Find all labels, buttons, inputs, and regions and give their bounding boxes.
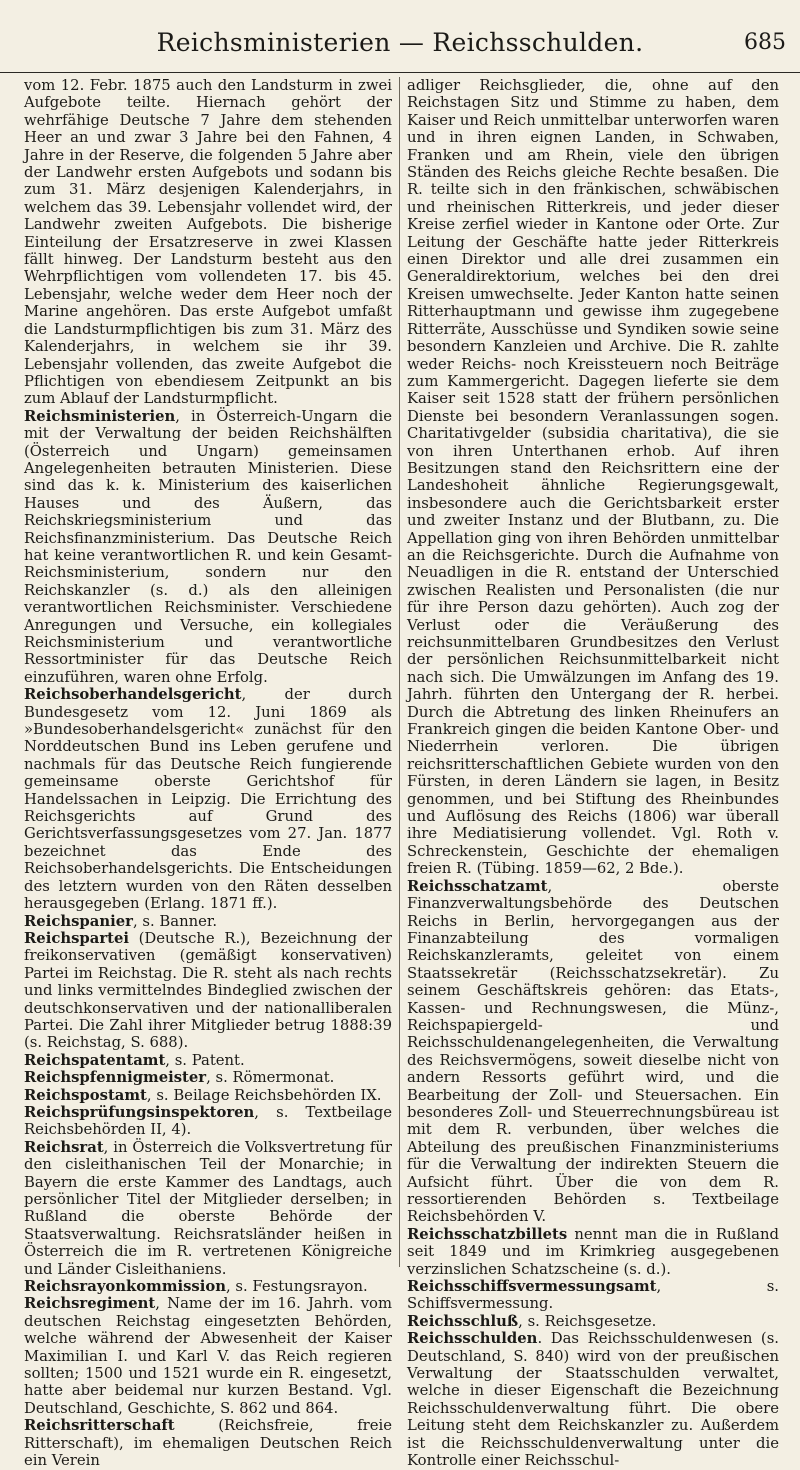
entry-headword: Reichspanier — [24, 912, 133, 930]
entry-headword: Reichspatentamt — [24, 1051, 166, 1069]
entry-text: , s. Römermonat. — [206, 1069, 335, 1087]
entry-headword: Reichsritterschaft — [24, 1417, 175, 1435]
dictionary-entry — [24, 686, 392, 912]
entry-text: , s. Reichsgesetze. — [518, 1312, 657, 1330]
dictionary-entry — [24, 1417, 392, 1469]
dictionary-entry — [24, 77, 392, 408]
dictionary-entry — [24, 1139, 392, 1278]
entry-headword: Reichsoberhandelsgericht — [24, 686, 242, 704]
dictionary-entry — [24, 913, 392, 930]
entry-headword: Reichsrat — [24, 1138, 104, 1156]
entry-text: , s. Patent. — [165, 1051, 245, 1069]
dictionary-entry — [407, 1278, 779, 1313]
entry-text: , s. Textbeilage Reichsbehörden II, 4). — [24, 1103, 392, 1139]
dictionary-entry — [24, 1052, 392, 1069]
dictionary-entry — [24, 1087, 392, 1104]
entry-headword: Reichsschatzbillets — [407, 1225, 568, 1243]
entry-headword: Reichsprüfungsinspektoren — [24, 1103, 255, 1121]
entry-text: , in Österreich die Volksvertretung für den cisleithanischen Teil der Monarchie; in Bayern die erste Kammer des Landtags, auch persönlicher Titel der Mitglieder derselben; in Rußland die oberste Behörde der Staatsverwaltung. Reichsratsländer heißen in Österreich die im R. vertretenen Königreiche und Länder Cisleithaniens. — [24, 1138, 392, 1278]
dictionary-entry — [24, 930, 392, 1052]
entry-text: , Name der im 16. Jahrh. vom deutschen Reichstag eingesetzten Behörden, welche während der Abwesenheit der Kaiser Maximilian I. und Karl V. das Reich regieren sollten; 1500 und 1521 wurde ein R. eingesetzt, hatte aber beidemal nur kurzen Bestand. Vgl. Deutschland, Geschichte, S. 862 und 864. — [24, 1295, 392, 1417]
dictionary-entry — [407, 1330, 779, 1469]
entry-text: . Das Reichsschuldenwesen (s. Deutschland, S. 840) wird von der preußischen Verwaltung der Staatsschulden verwaltet, welche in dieser Eigenschaft die Bezeichnung Reichsschuldenverwaltung führt. Die obere Leitung steht dem Reichskanzler zu. Außerdem ist die Reichsschuldenverwaltung unter die Kontrolle einer Reichsschul- — [407, 1330, 779, 1470]
dictionary-entry — [407, 1313, 779, 1330]
entry-text: , s. Schiffsvermessung. — [407, 1278, 779, 1313]
entry-headword: Reichsrayonkommission — [24, 1278, 227, 1296]
entry-headword: Reichspartei — [24, 929, 130, 947]
entry-text: nennt man die in Rußland seit 1849 und im Krimkrieg ausgegebenen verzinslichen Schatzscheine (s. d.). — [407, 1225, 779, 1278]
entry-headword: Reichsschiffsvermessungsamt — [407, 1278, 657, 1296]
dictionary-entry — [407, 1226, 779, 1278]
dictionary-entry — [407, 878, 779, 1226]
entry-text: , in Österreich-Ungarn die mit der Verwaltung der beiden Reichshälften (Österreich und Ungarn) gemeinsamen Angelegenheiten betrauten Ministerien. Diese sind das k. k. Ministerium des kaiserlichen Hauses und des Äußern, das Reichskriegsministerium und das Reichsfinanzministerium. Das Deutsche Reich hat keine verantwortlichen R. und kein Gesamt-Reichsministerium, sondern nur den Reichskanzler (s. d.) als den alleinigen verantwortlichen Reichsminister. Verschiedene Anregungen und Versuche, ein kollegiales Reichsministerium und verantwortliche Ressortminister für das Deutsche Reich einzuführen, waren ohne Erfolg. — [24, 407, 392, 686]
right-column — [407, 77, 779, 1470]
entry-text: , der durch Bundesgesetz vom 12. Juni 1869 als »Bundesoberhandelsgericht« zunächst für den Norddeutschen Bund ins Leben gerufene und nachmals für das Deutsche Reich fungierende gemeinsame oberste Gerichtshof für Handelssachen in Leipzig. Die Errichtung des Reichsgerichts auf Grund des Gerichtsverfassungsgesetzes vom 27. Jan. 1877 bezeichnet das Ende des Reichsoberhandelsgerichts. Die Entscheidungen des letztern wurden von den Räten desselben herausgegeben (Erlang. 1871 ff.). — [24, 686, 392, 913]
page-number: 685 — [744, 30, 786, 55]
entry-text: (Deutsche R.), Bezeichnung der freikonservativen (gemäßigt konservativen) Partei im Reichstag. Die R. steht als nach rechts und links vermittelndes Bindeglied zwischen der deutschkonservativen und der nationalliberalen Partei. Die Zahl ihrer Mitglieder betrug 1888:39 (s. Reichstag, S. 688). — [24, 929, 392, 1052]
entry-text: (Reichsfreie, freie Ritterschaft), im ehemaligen Deutschen Reich ein Verein — [24, 1417, 392, 1470]
column-divider — [399, 77, 400, 1267]
dictionary-entry — [407, 77, 779, 878]
entry-text: , s. Festungsrayon. — [226, 1278, 368, 1296]
dictionary-entry — [24, 1069, 392, 1086]
entry-headword: Reichspostamt — [24, 1086, 147, 1104]
dictionary-entry — [24, 1278, 392, 1295]
entry-headword: Reichsschluß — [407, 1312, 519, 1330]
dictionary-entry — [24, 408, 392, 687]
entry-headword: Reichspfennigmeister — [24, 1069, 207, 1087]
left-column — [24, 77, 392, 1470]
entry-headword: Reichsministerien — [24, 407, 176, 425]
running-title: Reichsministerien — Reichsschulden. — [156, 28, 644, 57]
dictionary-entry — [24, 1104, 392, 1139]
page-header — [0, 28, 800, 73]
entry-headword: Reichsschulden — [407, 1330, 538, 1348]
entry-text: , s. Beilage Reichsbehörden IX. — [146, 1086, 382, 1104]
entry-headword: Reichsregiment — [24, 1295, 156, 1313]
entry-text: , s. Banner. — [132, 912, 218, 930]
entry-text: adliger Reichsglieder, die, ohne auf den Reichstagen Sitz und Stimme zu haben, dem Kaiser und Reich unmittelbar unterworfen waren und in ihren eignen Landen, in Schwaben, Franken und am Rhein, viele den übrigen Ständen des Reichs gleiche Rechte besaßen. Die R. teilte sich in den fränkischen, schwäbischen und rheinischen Ritterkreis, und jeder dieser Kreise zerfiel wieder in Kantone oder Orte. Zur Leitung der Geschäfte hatte jeder Ritterkreis einen Direktor und alle drei zusammen ein Generaldirektorium, welches bei den drei Kreisen umwechselte. Jeder Kanton hatte seinen Ritterhauptmann und gewisse ihm zugegebene Ritterräte, Ausschüsse und Syndiken sowie seine besondern Kanzleien und Archive. Die R. zahlte weder Reichs- noch Kreissteuern noch Beiträge zum Kammergericht. Dagegen lieferte sie dem Kaiser seit 1528 statt der frühern persönlichen Dienste bei besondern Veranlassungen sogen. Charitativgelder (subsidia charitativa), die sie von ihren Unterthanen erhob. Auf ihren Besitzungen stand den Reichsrittern eine der Landeshoheit ähnliche Regierungsgewalt, insbesondere auch die Gerichtsbarkeit erster und zweiter Instanz und der Blutbann, zu. Die Appellation ging von ihren Behörden unmittelbar an die Reichsgerichte. Durch die Aufnahme von Neuadligen in die R. entstand der Unterschied zwischen Realisten und Personalisten (die nur für ihre Person dazu gehörten). Auch zog der Verlust oder die Veräußerung des reichsunmittelbaren Grundbesitzes den Verlust der persönlichen Reichsunmittelbarkeit nicht nach sich. Die Umwälzungen im Anfang des 19. Jahrh. führten den Untergang der R. herbei. Durch die Abtretung des linken Rheinufers an Frankreich gingen die beiden Kantone Ober- und Niederrhein verloren. Die übrigen reichsritterschaftlichen Gebiete wurden von den Fürsten, in deren Ländern sie lagen, in Besitz genommen, und bei Stiftung des Rheinbundes und Auflösung des Reichs (1806) war überall ihre Mediatisierung vollendet. Vgl. Roth v. Schreckenstein, Geschichte der ehemaligen freien R. (Tübing. 1859—62, 2 Bde.). — [407, 77, 779, 878]
dictionary-entry — [24, 1295, 392, 1417]
entry-text: vom 12. Febr. 1875 auch den Landsturm in zwei Aufgebote teilte. Hiernach gehört der wehrfähige Deutsche 7 Jahre dem stehenden Heer an und zwar 3 Jahre bei den Fahnen, 4 Jahre in der Reserve, die folgenden 5 Jahre aber der Landwehr ersten Aufgebots und sodann bis zum 31. März desjenigen Kalenderjahrs, in welchem das 39. Lebensjahr vollendet wird, der Landwehr zweiten Aufgebots. Die bisherige Einteilung der Ersatzreserve in zwei Klassen fällt hinweg. Der Landsturm besteht aus den Wehrpflichtigen vom vollendeten 17. bis 45. Lebensjahr, welche weder dem Heer noch der Marine angehören. Das erste Aufgebot umfaßt die Landsturmpflichtigen bis zum 31. März des Kalenderjahrs, in welchem sie ihr 39. Lebensjahr vollenden, das zweite Aufgebot die Pflichtigen von ebendiesem Zeitpunkt an bis zum Ablauf der Landsturmpflicht. — [24, 77, 392, 408]
entry-headword: Reichsschatzamt — [407, 877, 548, 895]
entry-text: , oberste Finanzverwaltungsbehörde des Deutschen Reichs in Berlin, hervorgegangen aus der Finanzabteilung des vormaligen Reichskanzleramts, geleitet von einem Staatssekretär (Reichsschatzsekretär). Zu seinem Geschäftskreis gehören: das Etats-, Kassen- und Rechnungswesen, die Münz-, Reichspapiergeld- und Reichsschuldenangelegenheiten, die Verwaltung des Reichsvermögens, soweit dieselbe nicht von andern Ressorts geführt wird, und die Bearbeitung der Zoll- und Steuersachen. Ein besonderes Zoll- und Steuerrechnungsbüreau ist mit dem R. verbunden, über welches die Abteilung des preußischen Finanzministeriums für die Verwaltung der indirekten Steuern die Aufsicht führt. Über die von dem R. ressortierenden Behörden s. Textbeilage Reichsbehörden V. — [407, 877, 779, 1226]
